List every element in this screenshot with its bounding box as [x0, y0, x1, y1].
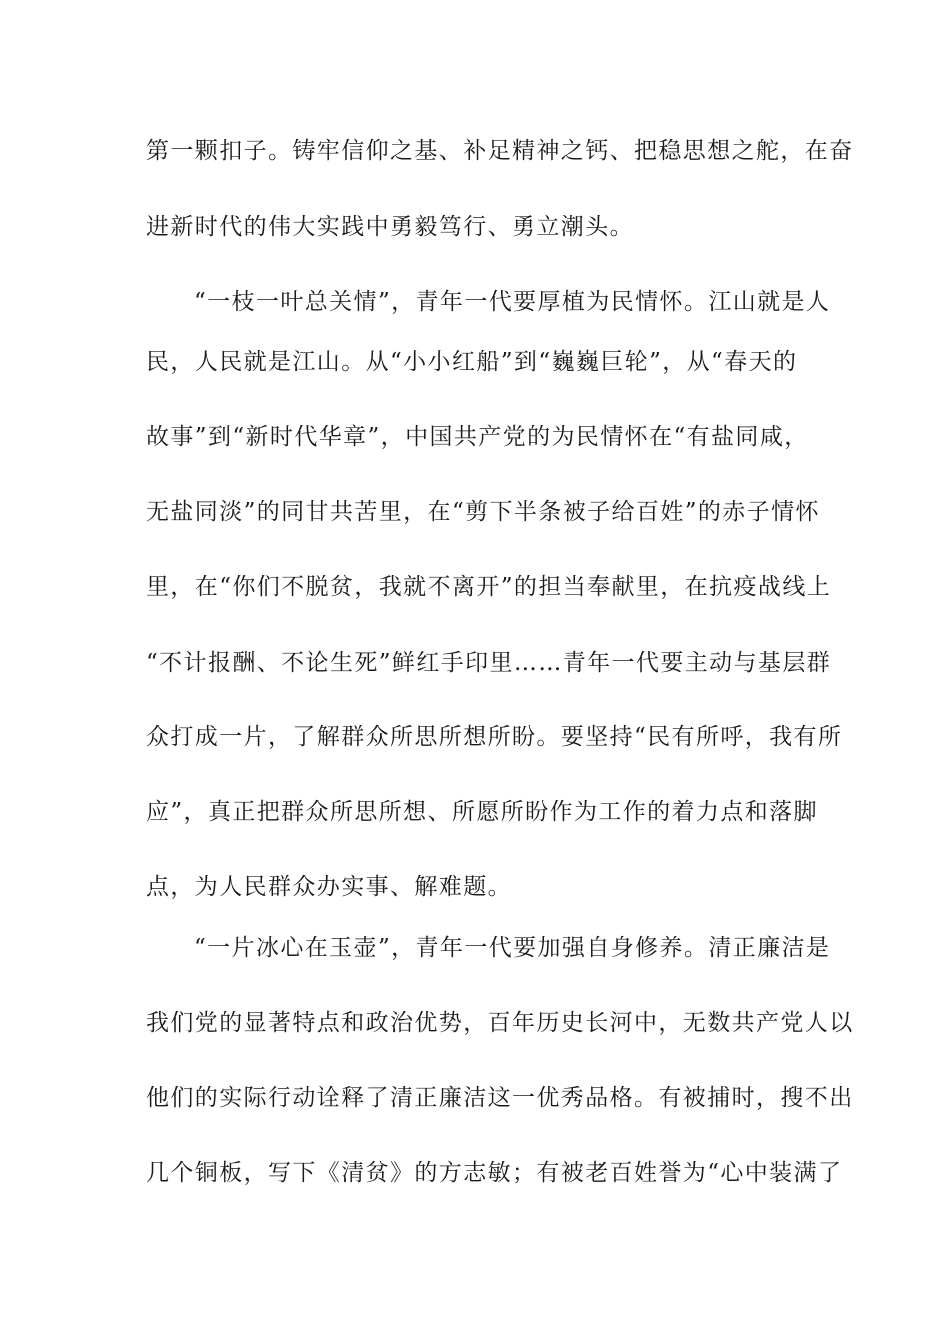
text-line: “一片冰心在玉壶”，青年一代要加强自身修养。清正廉洁是 [194, 935, 831, 961]
text-line: 进新时代的伟大实践中勇毅笃行、勇立潮头。 [146, 214, 634, 240]
text-line: 第一颗扣子。铸牢信仰之基、补足精神之钙、把稳思想之舵，在奋 [146, 138, 854, 164]
text-line: 我们党的显著特点和政治优势，百年历史长河中，无数共产党人以 [146, 1010, 854, 1036]
text-line: 点，为人民群众办实事、解难题。 [146, 874, 512, 900]
text-line: 故事”到“新时代华章”，中国共产党的为民情怀在“有盐同咸， [146, 424, 809, 450]
text-line: 应”，真正把群众所思所想、所愿所盼作为工作的着力点和落脚 [146, 799, 818, 825]
text-line: 众打成一片，了解群众所思所想所盼。要坚持“民有所呼，我有所 [146, 724, 843, 750]
text-line: 几个铜板，写下《清贫》的方志敏；有被老百姓誉为“心中装满了 [146, 1160, 843, 1186]
text-line: “不计报酬、不论生死”鲜红手印里……青年一代要主动与基层群 [146, 650, 832, 676]
text-line: 他们的实际行动诠释了清正廉洁这一优秀品格。有被捕时，搜不出 [146, 1085, 854, 1111]
text-line: 里，在“你们不脱贫，我就不离开”的担当奉献里，在抗疫战线上 [146, 574, 832, 600]
text-line: 无盐同淡”的同甘共苦里，在“剪下半条被子给百姓”的赤子情怀 [146, 499, 820, 525]
text-line: “一枝一叶总关情”，青年一代要厚植为民情怀。江山就是人 [194, 289, 831, 315]
text-line: 民，人民就是江山。从“小小红船”到“巍巍巨轮”，从“春天的 [146, 349, 798, 375]
